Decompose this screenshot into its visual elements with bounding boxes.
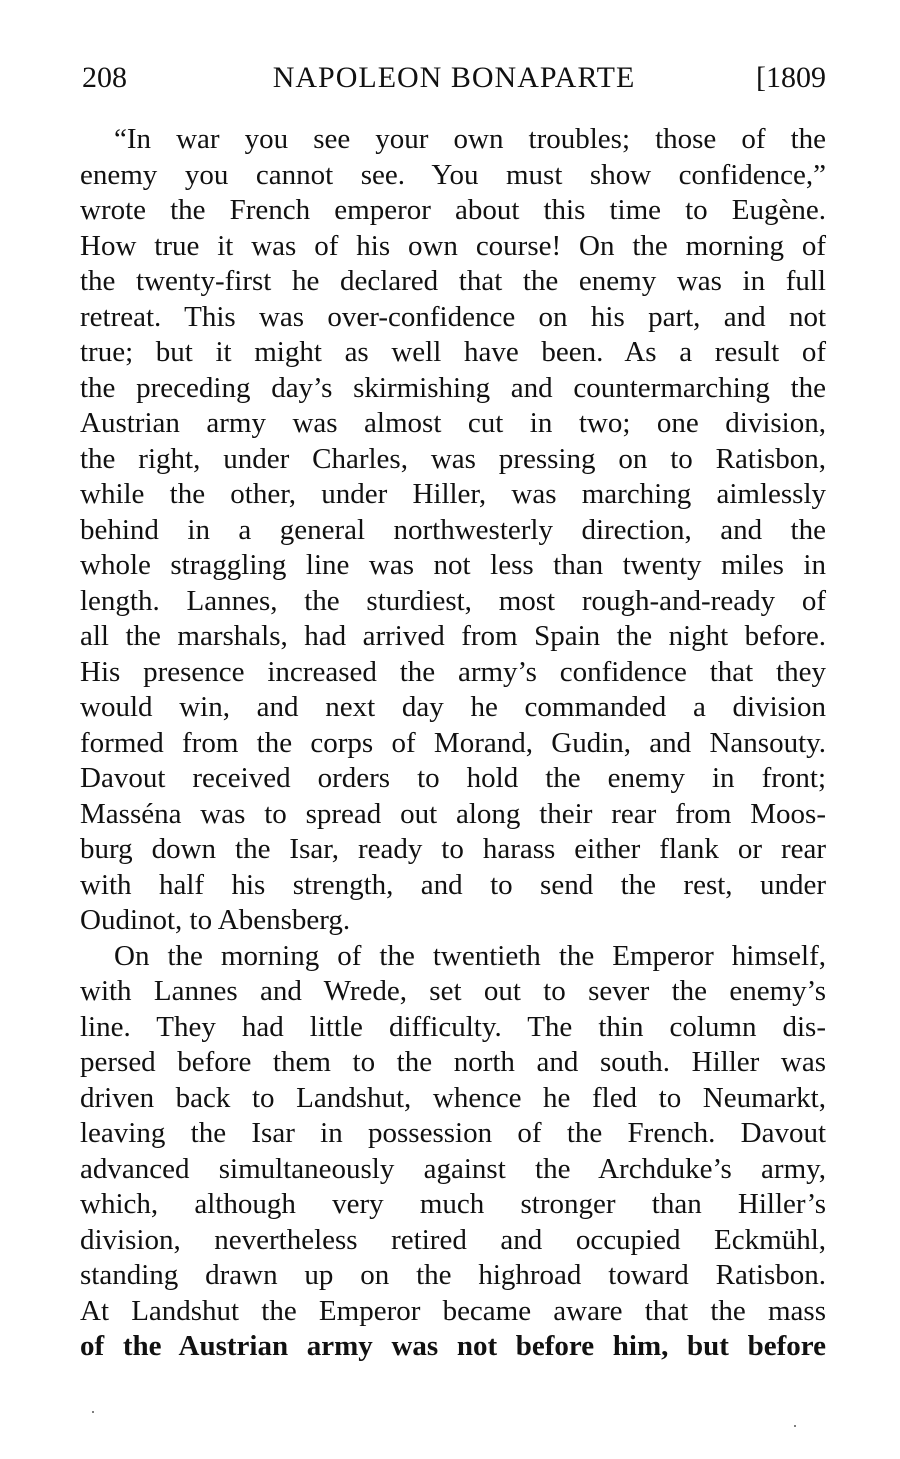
running-year: [1809 xyxy=(756,61,826,94)
running-head xyxy=(82,58,826,98)
text-line: leaving the Isar in possession of the French. Davout xyxy=(80,1117,826,1149)
text-line: while the other, under Hiller, was marching aimlessly xyxy=(80,478,826,510)
paper-speck xyxy=(92,1411,94,1413)
text-line: driven back to Landshut, whence he fled to Neumarkt, xyxy=(80,1081,826,1114)
text-line: true; but it might as well have been. As a result of xyxy=(80,336,826,368)
text-line: which, although very much stronger than Hiller’s xyxy=(80,1188,826,1220)
text-line: How true it was of his own course! On the morning of xyxy=(80,229,826,262)
text-line: the preceding day’s skirmishing and countermarching the xyxy=(80,371,826,404)
text-line: At Landshut the Emperor became aware that the mass xyxy=(80,1294,826,1327)
body-text xyxy=(80,122,826,1365)
text-line: behind in a general northwesterly direction, and the xyxy=(80,513,826,546)
text-line: formed from the corps of Morand, Gudin, and Nansouty. xyxy=(80,726,826,759)
text-line: the twenty-first he declared that the enemy was in full xyxy=(80,265,826,297)
text-line: burg down the Isar, ready to harass either flank or rear xyxy=(80,833,826,865)
text-line: retreat. This was over-confidence on his part, and not xyxy=(80,300,826,333)
running-title: NAPOLEON BONAPARTE xyxy=(272,61,636,94)
text-line: division, nevertheless retired and occupied Eckmühl, xyxy=(80,1223,826,1256)
text-line: Oudinot, to Abensberg. xyxy=(80,904,351,936)
text-line: of the Austrian army was not before him, but before xyxy=(80,1330,826,1362)
text-line: with Lannes and Wrede, set out to sever the enemy’s xyxy=(80,975,826,1007)
text-line: length. Lannes, the sturdiest, most rough-and-ready of xyxy=(80,584,826,617)
text-line: advanced simultaneously against the Archduke’s army, xyxy=(80,1152,826,1185)
text-line: with half his strength, and to send the rest, under xyxy=(80,868,826,901)
text-line: Austrian army was almost cut in two; one division, xyxy=(80,407,826,439)
text-line: the right, under Charles, was pressing on to Ratisbon, xyxy=(80,442,826,475)
text-line: On the morning of the twentieth the Emperor himself, xyxy=(114,939,826,972)
text-line: line. They had little difficulty. The thin column dis- xyxy=(80,1010,826,1043)
text-line: Davout received orders to hold the enemy in front; xyxy=(80,762,826,794)
text-line: Masséna was to spread out along their rear from Moos- xyxy=(80,797,826,830)
paper-speck xyxy=(794,1425,796,1427)
text-line: would win, and next day he commanded a division xyxy=(80,691,826,723)
text-line: “In war you see your own troubles; those of the xyxy=(114,123,826,155)
text-line: wrote the French emperor about this time to Eugène. xyxy=(80,194,826,226)
text-line: His presence increased the army’s confidence that they xyxy=(80,655,826,688)
text-line: whole straggling line was not less than twenty miles in xyxy=(80,549,826,581)
text-line: all the marshals, had arrived from Spain the night before. xyxy=(80,620,826,652)
text-line: standing drawn up on the highroad toward Ratisbon. xyxy=(80,1259,826,1291)
text-line: enemy you cannot see. You must show confidence,” xyxy=(80,158,826,191)
text-line: persed before them to the north and south. Hiller was xyxy=(80,1046,826,1078)
page-number: 208 xyxy=(82,61,127,94)
